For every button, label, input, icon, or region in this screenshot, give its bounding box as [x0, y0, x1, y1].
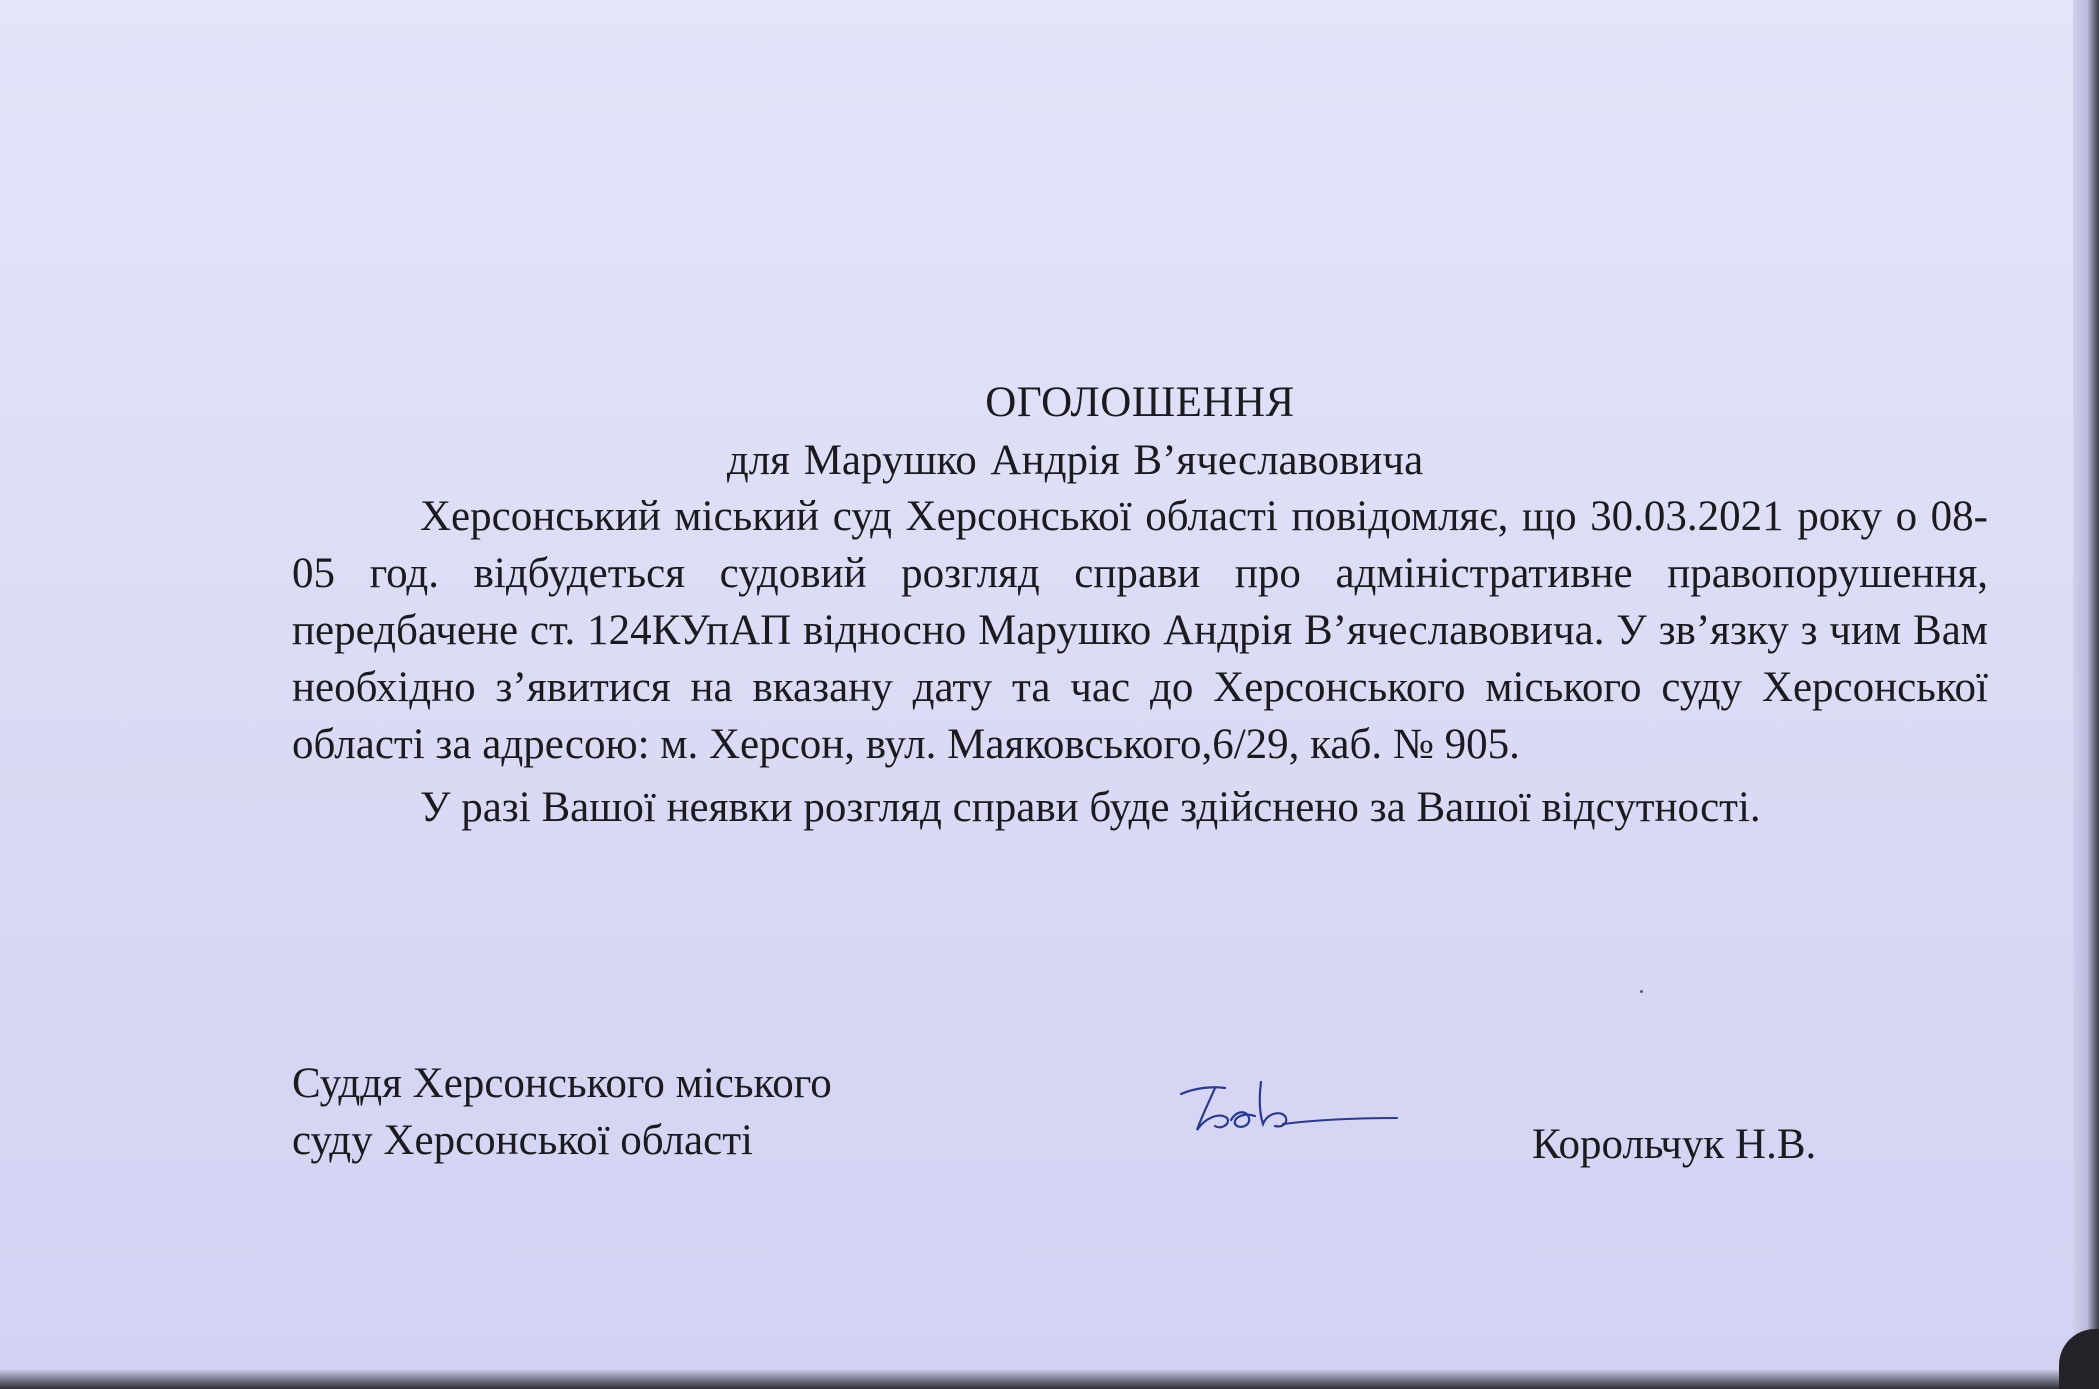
signer-name: Корольчук Н.В. [1532, 1121, 1817, 1168]
notice-paragraph-main: Херсонський міський суд Херсонської області повідомляє, що 30.03.2021 року о 08-05 год. відбудеться судовий розгляд справи про адміністративне правопорушення, передбачене ст. 124КУпАП відносно Марушко Андрія В’ячеславовича. У зв’язку з чим Вам необхідно з’явитися на вказану дату та час до Херсонського міського суду Херсонської області за адресою: м. Херсон, вул. Маяковського,6/29, каб. № 905. [292, 493, 1988, 768]
page-right-edge [2073, 0, 2099, 1389]
signer-position [292, 1055, 832, 1169]
paper-speck [1640, 990, 1643, 993]
notice-title: ОГОЛОШЕННЯ [985, 379, 1295, 426]
signer-position-line-2: суду Херсонської області [292, 1117, 753, 1164]
signer-position-line-1: Суддя Херсонського міського [292, 1060, 832, 1107]
notice-body [292, 488, 1988, 836]
handwritten-signature-icon [1175, 1068, 1407, 1148]
page-bottom-edge [0, 1369, 2099, 1389]
notice-addressee: для Марушко Андрія В’ячеславовича [726, 437, 1424, 484]
notice-paragraph-absence: У разі Вашої неявки розгляд справи буде здійснено за Вашої відсутності. [420, 784, 1761, 831]
